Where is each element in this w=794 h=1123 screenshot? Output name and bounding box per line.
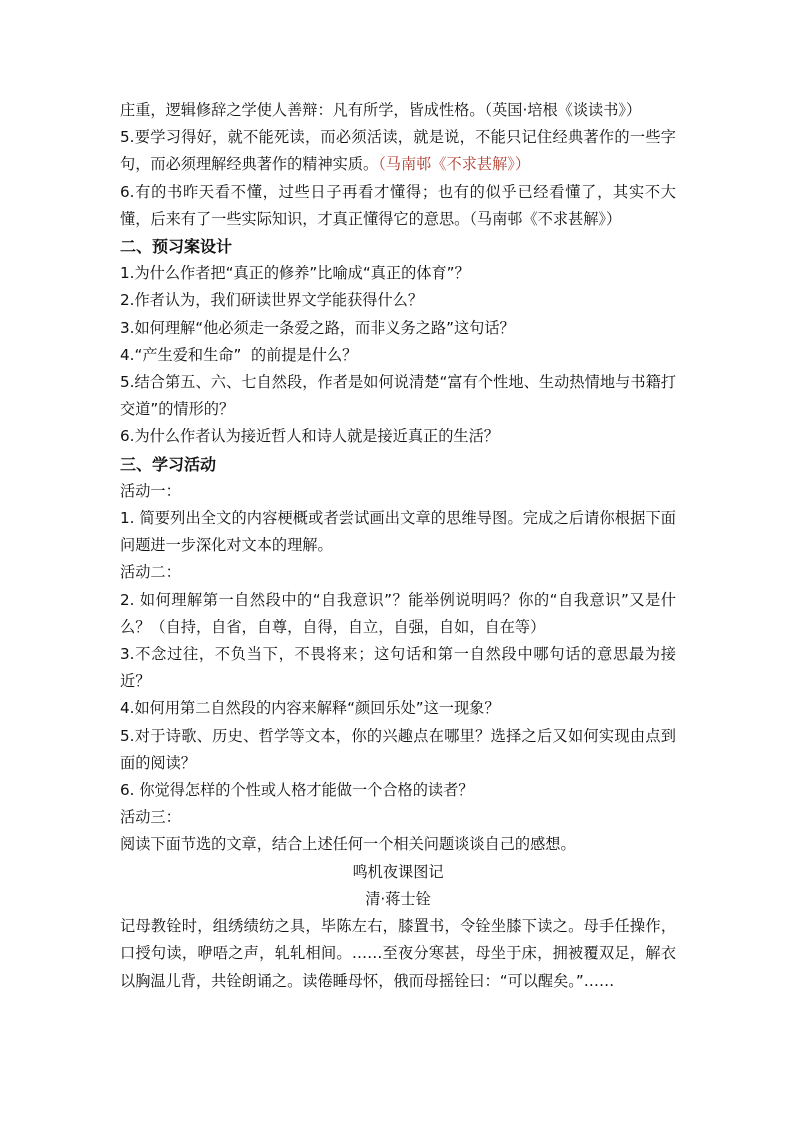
document-body: [120, 97, 676, 995]
activity-2-question-5: 5.对于诗歌、历史、哲学等文本，你的兴趣点在哪里？选择之后又如何实现由点到面的阅读？: [120, 726, 676, 772]
preview-question-2: 2.作者认为，我们研读世界文学能获得什么？: [120, 291, 424, 310]
preview-question-4: 4.“产生爱和生命” 的前提是什么？: [120, 345, 358, 364]
activity-2-question-6: 6. 你觉得怎样的个性或人格才能做一个合格的读者？: [120, 781, 474, 800]
preview-question-1: 1.为什么作者把“真正的修养”比喻成“真正的体育”？: [120, 264, 470, 283]
activity-3-instruction: 阅读下面节选的文章，结合上述任何一个相关问题谈谈自己的感想。: [120, 835, 576, 854]
quote-5-citation: （马南邨《不求甚解》）: [378, 155, 531, 174]
section-2-title: 二、预习案设计: [120, 237, 233, 257]
activity-1-question: 1. 简要列出全文的内容梗概或者尝试画出文章的思维导图。完成之后请你根据下面问题进一步深化对文本的理解。: [120, 509, 676, 555]
passage-text: 记母教铨时，组绣绩纺之具，毕陈左右，膝置书，令铨坐膝下读之。母手任操作，口授句读，咿唔之声，轧轧相间。……至夜分寒甚，母坐于床，拥被覆双足，解衣以胸温儿背，共铨朗诵之。读倦睡母怀，俄而母摇铨曰：“可以醒矣。”……: [120, 917, 676, 990]
activity-2-question-4: 4.如何用第二自然段的内容来解释“颜回乐处”这一现象？: [120, 699, 500, 718]
activity-2-question-2: 2. 如何理解第一自然段中的“自我意识”？能举例说明吗？你的“自我意识”又是什么？（自持，自省，自尊，自得，自立，自强，自如，自在等）: [120, 590, 676, 636]
preview-question-3: 3.如何理解“他必须走一条爱之路，而非义务之路”这句话？: [120, 318, 515, 337]
preview-question-6: 6.为什么作者认为接近哲人和诗人就是接近真正的生活？: [120, 427, 499, 446]
section-3-title: 三、学习活动: [120, 454, 217, 474]
passage-author: 清·蒋士铨: [365, 889, 431, 908]
intro-line-1: 庄重，逻辑修辞之学使人善辩：凡有所学，皆成性格。（英国·培根《谈读书》）: [120, 101, 642, 119]
preview-question-5: 5.结合第五、六、七自然段，作者是如何说清楚“富有个性地、生动热情地与书籍打交道”的情形的？: [120, 373, 676, 419]
quote-6: 6.有的书昨天看不懂，过些日子再看才懂得；也有的似乎已经看懂了，其实不大懂，后来有了一些实际知识，才真正懂得它的意思。（马南邨《不求甚解》）: [120, 182, 676, 228]
activity-2-question-3: 3.不念过往，不负当下，不畏将来；这句话和第一自然段中哪句话的意思最为接近？: [120, 645, 676, 691]
activity-2-label: 活动二：: [120, 563, 181, 582]
activity-1-label: 活动一：: [120, 481, 181, 500]
passage-title: 鸣机夜课图记: [352, 862, 444, 881]
quote-5: [120, 124, 676, 178]
activity-3-label: 活动三：: [120, 808, 181, 827]
quote-5-text: 5.要学习得好，就不能死读，而必须活读，就是说，不能只记住经典著作的一些字句，而必须理解经典著作的精神实质。: [120, 128, 676, 174]
